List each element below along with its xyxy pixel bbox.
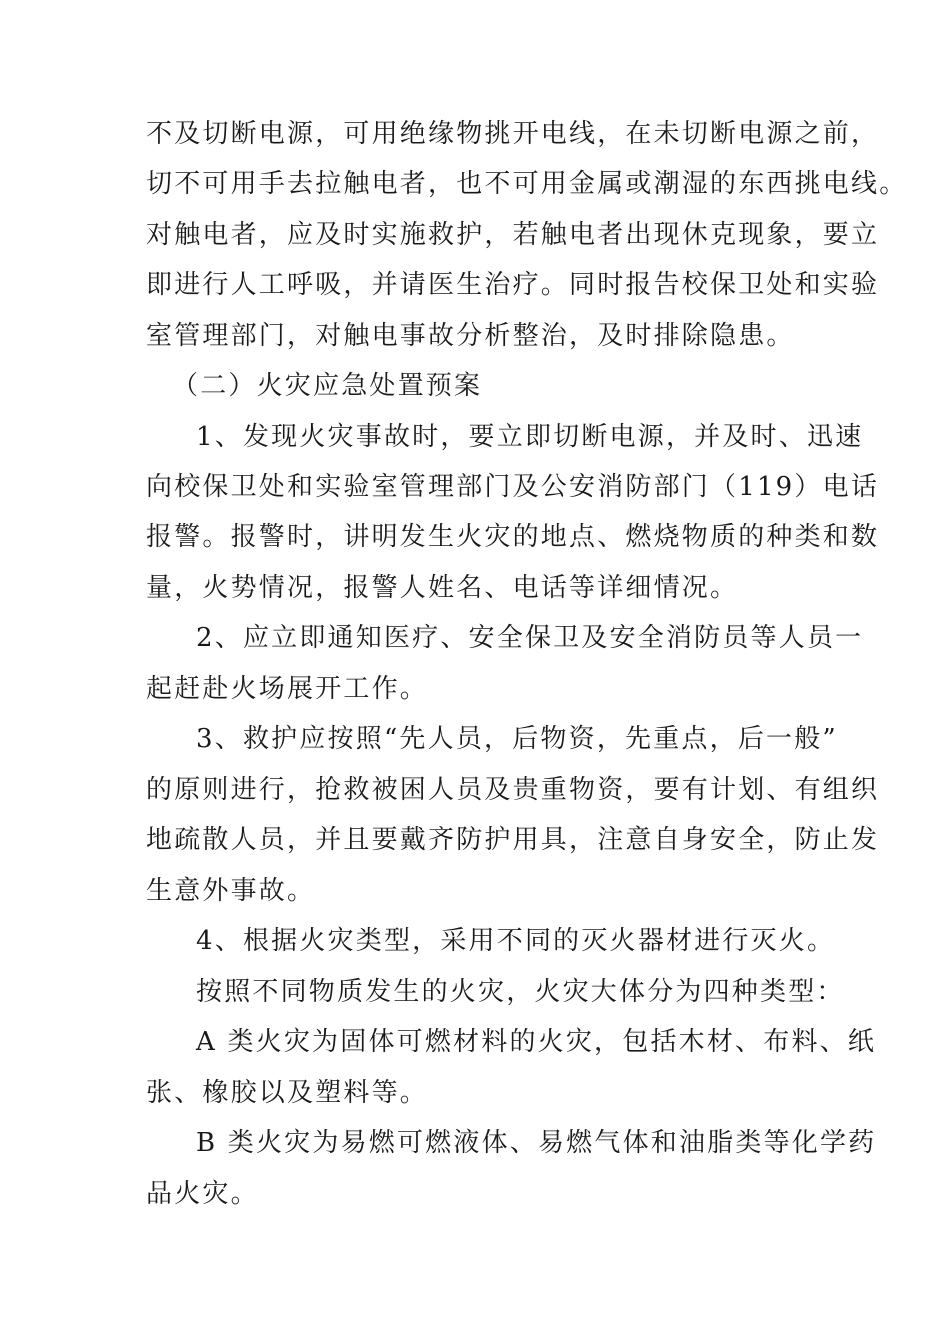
text-line: 不及切断电源，可用绝缘物挑开电线，在未切断电源之前，: [146, 119, 880, 149]
text-line: 4、根据火灾类型，采用不同的灭火器材进行灭火。: [196, 926, 836, 956]
text-line: 2、应立即通知医疗、安全保卫及安全消防员等人员一: [196, 623, 864, 653]
text-line: 报警。报警时，讲明发生火灾的地点、燃烧物质的种类和数: [146, 522, 880, 552]
text-line: 生意外事故。: [146, 876, 316, 906]
text-line: 向校保卫处和实验室管理部门及公安消防部门（119）电话: [146, 472, 880, 502]
text-line: 按照不同物质发生的火灾，火灾大体分为四种类型：: [196, 977, 845, 1007]
text-line: 量，火势情况，报警人姓名、电话等详细情况。: [146, 573, 739, 603]
section-heading: （二）火灾应急处置预案: [172, 371, 483, 401]
text-line: 张、橡胶以及塑料等。: [146, 1078, 429, 1108]
text-line: 3、救护应按照“先人员，后物资，先重点，后一般”: [196, 724, 838, 754]
text-line: B 类火灾为易燃可燃液体、易燃气体和油脂类等化学药: [196, 1128, 877, 1158]
text-line: 即进行人工呼吸，并请医生治疗。同时报告校保卫处和实验: [146, 270, 880, 300]
text-line: 切不可用手去拉触电者，也不可用金属或潮湿的东西挑电线。: [146, 169, 908, 199]
text-line: 地疏散人员，并且要戴齐防护用具，注意自身安全，防止发: [146, 825, 880, 855]
text-line: A 类火灾为固体可燃材料的火灾，包括木材、布料、纸: [196, 1027, 877, 1057]
text-line: 室管理部门，对触电事故分析整治，及时排除隐患。: [146, 321, 795, 351]
text-line: 品火灾。: [146, 1179, 259, 1209]
text-line: 的原则进行，抢救被困人员及贵重物资，要有计划、有组织: [146, 775, 880, 805]
text-line: 对触电者，应及时实施救护，若触电者出现休克现象，要立: [146, 220, 880, 250]
text-line: 1、发现火灾事故时，要立即切断电源，并及时、迅速: [196, 422, 864, 452]
text-line: 起赶赴火场展开工作。: [146, 674, 429, 704]
